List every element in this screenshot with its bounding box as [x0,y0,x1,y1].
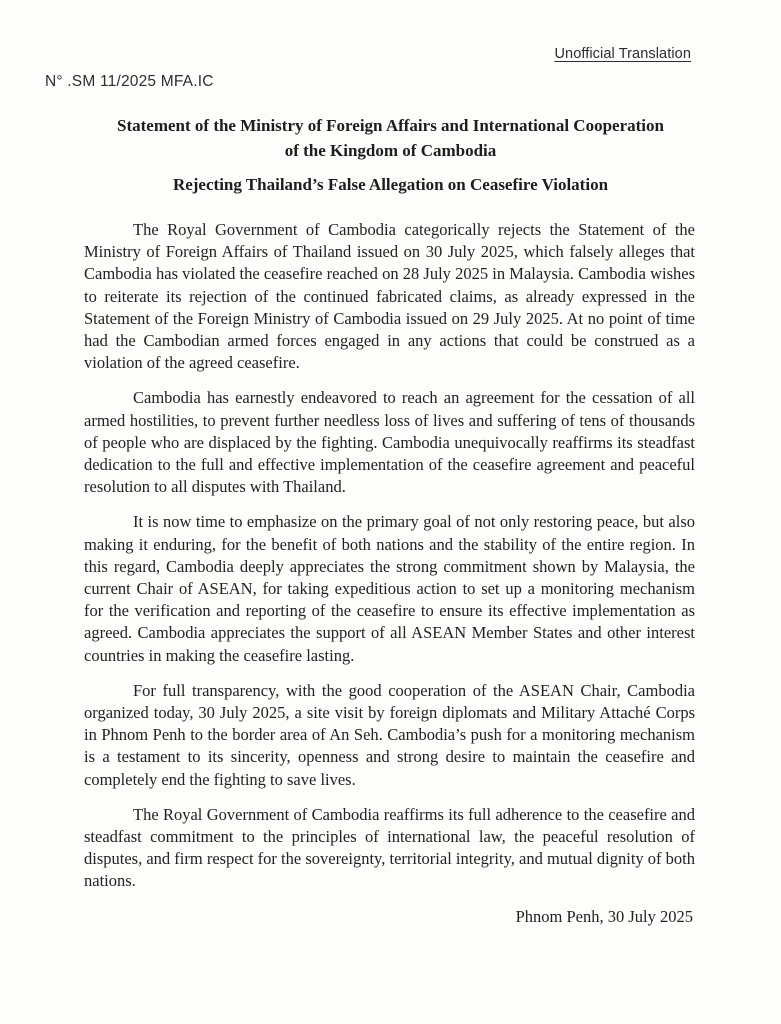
reference-number: N° .SM 11/2025 MFA.IC [45,73,214,90]
paragraph-3: It is now time to emphasize on the primary goal of not only restoring peace, but also making it enduring, for the benefit of both nations and the stability of the entire region. In this regard, Cambodia deeply appreciates the strong commitment shown by Malaysia, the current Chair of ASEAN, for taking expeditious action to set up a monitoring mechanism for the verification and reporting of the ceasefire to ensure its effective implementation as agreed. Cambodia appreciates the support of all ASEAN Member States and other interest countries in making the ceasefire lasting. [84,512,695,665]
signoff-location-date: Phnom Penh, 30 July 2025 [515,906,693,926]
document-body [84,219,695,893]
document-title-line2: of the Kingdom of Cambodia [284,141,497,160]
document-title [60,113,721,163]
paragraph-2: Cambodia has earnestly endeavored to reach an agreement for the cessation of all armed hostilities, to prevent further needless loss of lives and suffering of tens of thousands of people who are displaced by the fighting. Cambodia unequivocally reaffirms its steadfast dedication to the full and effective implementation of the ceasefire agreement and peaceful resolution to all disputes with Thailand. [84,388,695,497]
paragraph-5: The Royal Government of Cambodia reaffirms its full adherence to the ceasefire and steadfast commitment to the principles of international law, the peaceful resolution of disputes, and firm respect for the sovereignty, territorial integrity, and mutual dignity of both nations. [84,804,695,891]
translation-note: Unofficial Translation [554,46,691,62]
paragraph-1: The Royal Government of Cambodia categorically rejects the Statement of the Ministry of Foreign Affairs of Thailand issued on 30 July 2025, which falsely alleges that Cambodia has violated the ceasefire reached on 28 July 2025 in Malaysia. Cambodia wishes to reiterate its rejection of the continued fabricated claims, as already expressed in the Statement of the Foreign Ministry of Cambodia issued on 29 July 2025. At no point of time had the Cambodian armed forces engaged in any actions that could be construed as a violation of the agreed ceasefire. [84,220,695,373]
paragraph-4: For full transparency, with the good cooperation of the ASEAN Chair, Cambodia organized today, 30 July 2025, a site visit by foreign diplomats and Military Attaché Corps in Phnom Penh to the border area of An Seh. Cambodia’s push for a monitoring mechanism is a testament to its sincerity, openness and strong desire to maintain the ceasefire and completely end the fighting to save lives. [84,680,695,789]
document-subtitle: Rejecting Thailand’s False Allegation on Ceasefire Violation [172,175,609,194]
document-title-line1: Statement of the Ministry of Foreign Affairs and International Cooperation [117,116,664,135]
